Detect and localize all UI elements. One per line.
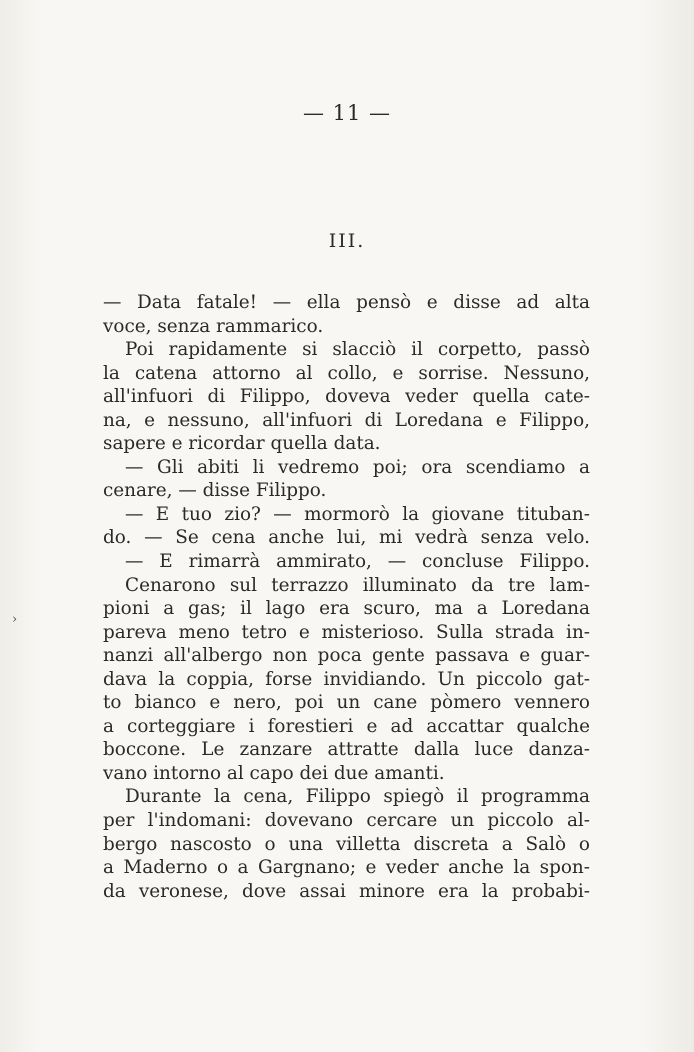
text-line: voce, senza rammarico. — [103, 315, 324, 337]
text-line: dava la coppia, forse invidiando. Un piccolo gat- — [103, 668, 590, 690]
text-line: do. — Se cena anche lui, mi vedrà senza velo. — [103, 527, 590, 549]
chapter-heading: III. — [328, 230, 366, 252]
text-line: — Gli abiti li vedremo poi; ora scendiamo a — [125, 456, 590, 478]
text-line: a Maderno o a Gargnano; e veder anche la spon- — [103, 857, 590, 879]
text-line: na, e nessuno, all'infuori di Loredana e Filippo, — [103, 409, 590, 431]
text-line: sapere e ricordar quella data. — [103, 433, 381, 455]
text-line: da veronese, dove assai minore era la probabi- — [103, 880, 590, 902]
text-line: — Data fatale! — ella pensò e disse ad alta — [103, 292, 590, 313]
text-line: cenare, — disse Filippo. — [103, 480, 327, 502]
text-line: pareva meno tetro e misterioso. Sulla strada in- — [103, 621, 590, 643]
text-line: to bianco e nero, poi un cane pòmero vennero — [103, 692, 590, 714]
text-line: Poi rapidamente si slacciò il corpetto, passò — [125, 339, 590, 361]
text-line: nanzi all'albergo non poca gente passava e guar- — [103, 645, 590, 667]
text-line: — E rimarrà ammirato, — concluse Filippo. — [125, 551, 590, 573]
body-text — [103, 291, 590, 903]
text-line: vano intorno al capo dei due amanti. — [103, 762, 445, 784]
text-line: per l'indomani: dovevano cercare un piccolo al- — [103, 810, 590, 832]
text-line: pioni a gas; il lago era scuro, ma a Loredana — [103, 598, 590, 620]
text-line: Cenarono sul terrazzo illuminato da tre lam- — [125, 574, 590, 596]
text-line: Durante la cena, Filippo spiegò il programma — [125, 786, 590, 808]
margin-mark: › — [12, 612, 18, 627]
text-line: all'infuori di Filippo, doveva veder quella cate- — [103, 386, 590, 408]
text-line: bergo nascosto o una villetta discreta a Salò o — [103, 833, 590, 855]
text-line: boccone. Le zanzare attratte dalla luce danza- — [103, 739, 590, 761]
text-line: — E tuo zio? — mormorò la giovane tituban- — [125, 503, 590, 525]
text-line: a corteggiare i forestieri e ad accattar qualche — [103, 715, 590, 737]
text-line: la catena attorno al collo, e sorrise. Nessuno, — [103, 362, 590, 384]
page-number: — 11 — — [302, 101, 392, 125]
